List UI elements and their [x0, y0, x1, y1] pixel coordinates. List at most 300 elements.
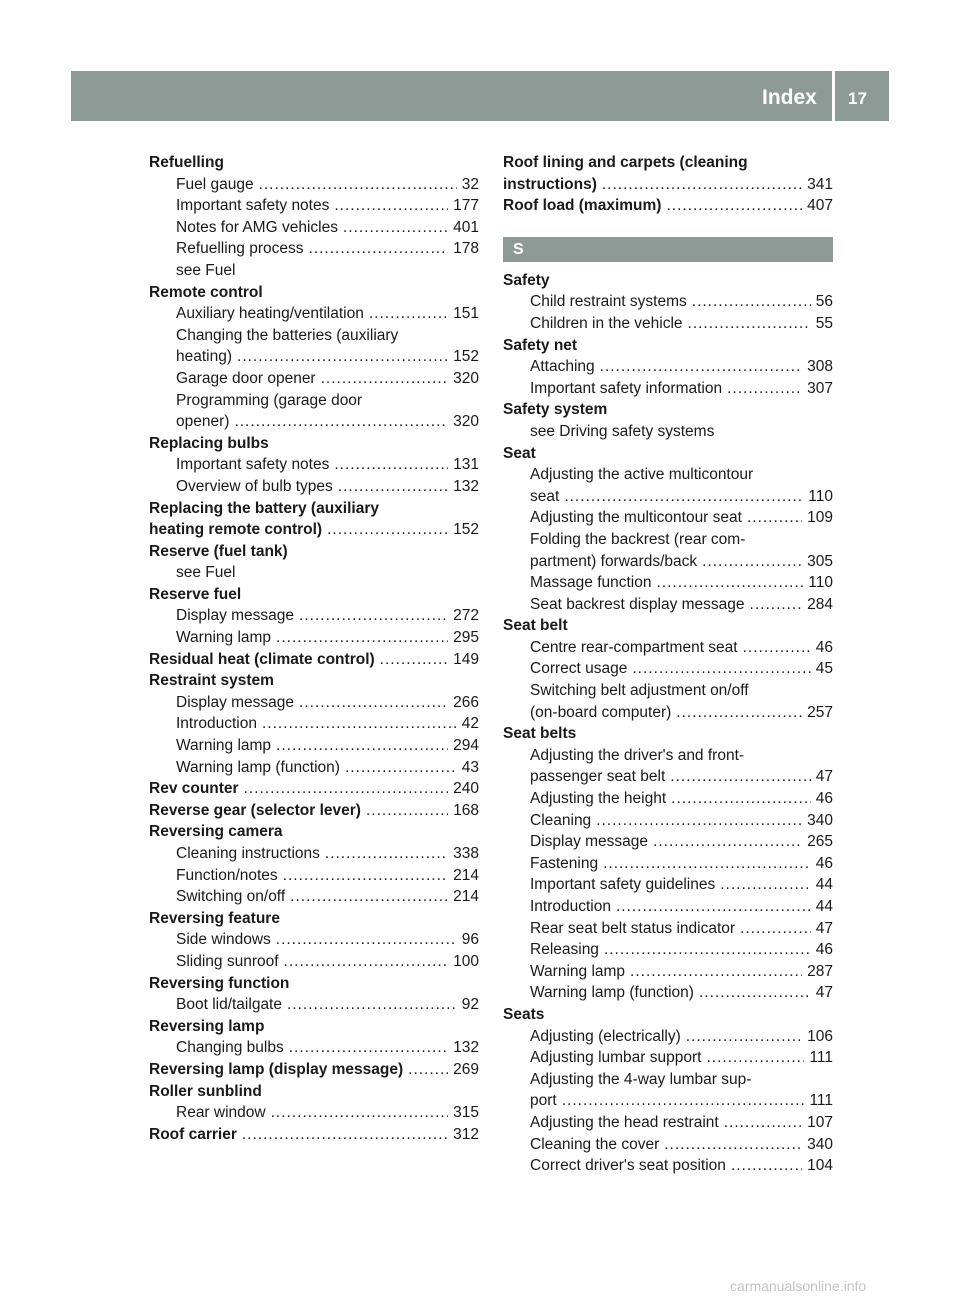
- dot-leader: [283, 865, 448, 887]
- entry-heading: Replacing the battery (auxiliary: [149, 499, 379, 517]
- dot-leader: [366, 800, 448, 822]
- dot-leader: [562, 1090, 805, 1112]
- dot-leader: [699, 982, 811, 1004]
- page-ref: 307: [807, 379, 833, 397]
- dot-leader: [271, 1102, 449, 1124]
- index-entry: [503, 443, 833, 616]
- index-entry: [149, 1124, 479, 1146]
- index-entry: [503, 1004, 833, 1177]
- index-entry: [149, 498, 479, 520]
- sub-entry-label: Releasing: [530, 941, 599, 959]
- watermark: carmanualsonline.info: [730, 1278, 867, 1294]
- dot-leader: [338, 476, 448, 498]
- page-ref: 131: [453, 456, 479, 474]
- sub-entry[interactable]: [149, 303, 479, 325]
- sub-entry[interactable]: [149, 757, 479, 779]
- dot-leader: [600, 356, 802, 378]
- dot-leader: [287, 994, 457, 1016]
- page-ref: 56: [815, 293, 833, 311]
- sub-entry[interactable]: [149, 627, 479, 649]
- sub-entry[interactable]: [149, 865, 479, 887]
- sub-entry[interactable]: [149, 476, 479, 498]
- entry-heading: Safety: [503, 271, 550, 289]
- entry-heading: Safety system: [503, 401, 608, 419]
- sub-entry[interactable]: [149, 238, 479, 260]
- entry-heading: Reserve (fuel tank): [149, 542, 288, 560]
- index-column-right: [503, 152, 833, 1177]
- entry-heading: Roof lining and carpets (cleaning: [503, 154, 748, 171]
- sub-entry[interactable]: [149, 346, 479, 368]
- page-ref: 100: [453, 952, 479, 970]
- page-ref: 151: [453, 305, 479, 323]
- index-entry: [503, 174, 833, 196]
- dot-leader: [369, 303, 448, 325]
- sub-entry[interactable]: [503, 766, 833, 788]
- entry-heading: Reverse gear (selector lever): [149, 801, 361, 819]
- page-ref: 178: [453, 240, 479, 258]
- entry-heading: Roof carrier: [149, 1125, 237, 1143]
- index-entry: [149, 1059, 479, 1081]
- sub-entry-label: Adjusting the multicontour seat: [530, 509, 742, 527]
- dot-leader: [290, 886, 448, 908]
- sub-entry-label: Important safety notes: [176, 197, 330, 215]
- sub-entry-label: Massage function: [530, 574, 652, 592]
- dot-leader: [244, 778, 449, 800]
- sub-entry-label: heating): [176, 348, 233, 366]
- page-ref: 46: [815, 790, 833, 808]
- sub-entry-label: Warning lamp: [530, 962, 626, 980]
- sub-entry-label: Important safety information: [530, 379, 723, 397]
- sub-entry-label: (on-board computer): [530, 703, 672, 721]
- dot-leader: [596, 810, 802, 832]
- dot-leader: [325, 843, 448, 865]
- page-ref: 107: [807, 1113, 833, 1131]
- sub-entry[interactable]: [149, 1102, 479, 1124]
- dot-leader: [276, 627, 448, 649]
- page-ref: 214: [453, 888, 479, 906]
- sub-entry[interactable]: [503, 961, 833, 983]
- index-entry-row[interactable]: [149, 1059, 479, 1081]
- index-entry: [503, 270, 833, 335]
- index-entry: [149, 152, 479, 282]
- index-entry-row[interactable]: [503, 174, 833, 196]
- sub-entry-text: Folding the backrest (rear com-: [530, 530, 746, 548]
- entry-heading: instructions): [503, 175, 597, 193]
- sub-entry-label: Fastening: [530, 854, 599, 872]
- page-ref: 44: [815, 898, 833, 915]
- index-entry-row[interactable]: [149, 778, 479, 800]
- sub-entry[interactable]: [503, 982, 833, 1004]
- sub-entry-label: Correct driver's seat position: [530, 1157, 726, 1175]
- dot-leader: [743, 637, 811, 659]
- sub-entry-label: Warning lamp: [176, 737, 272, 755]
- page-ref: 340: [807, 811, 833, 829]
- index-entry: [149, 908, 479, 973]
- sub-entry-label: Warning lamp (function): [530, 984, 694, 1002]
- entry-heading: Safety net: [503, 336, 578, 354]
- sub-entry[interactable]: [503, 507, 833, 529]
- index-column-left: [149, 152, 479, 1145]
- index-entry: [149, 541, 479, 584]
- sub-entry[interactable]: [503, 874, 833, 896]
- sub-entry-label: seat: [530, 487, 560, 505]
- page-ref: 295: [453, 629, 479, 647]
- page-ref: 269: [453, 1060, 479, 1078]
- page-ref: 46: [815, 854, 833, 872]
- page-ref: 47: [815, 984, 833, 1002]
- sub-entry[interactable]: [503, 356, 833, 378]
- sub-entry-label: Adjusting lumbar support: [530, 1049, 702, 1067]
- page-title: Index: [762, 86, 817, 109]
- page-ref: 266: [453, 693, 479, 711]
- dot-leader: [720, 874, 811, 896]
- sub-entry[interactable]: [503, 939, 833, 961]
- dot-leader: [731, 1155, 802, 1177]
- dot-leader: [706, 1047, 804, 1069]
- page-ref: 106: [807, 1027, 833, 1045]
- entry-heading: Reversing lamp (display message): [149, 1060, 404, 1078]
- header-divider: [832, 71, 835, 121]
- index-entry: [503, 399, 833, 442]
- page-ref: 240: [453, 780, 479, 798]
- entry-heading: Reversing function: [149, 974, 290, 992]
- dot-leader: [630, 961, 802, 983]
- page-ref: 55: [815, 314, 833, 332]
- page-ref: 92: [461, 996, 479, 1014]
- sub-entry-label: Rear window: [176, 1104, 266, 1122]
- sub-entry-label: Cleaning the cover: [530, 1135, 660, 1153]
- sub-entry[interactable]: [149, 195, 479, 217]
- dot-leader: [657, 572, 804, 594]
- sub-entry[interactable]: [149, 368, 479, 390]
- sub-entry-label: Display message: [176, 607, 295, 625]
- sub-entry[interactable]: [149, 951, 479, 973]
- sub-entry-label: Children in the vehicle: [530, 314, 683, 332]
- index-entry: [149, 778, 479, 800]
- dot-leader: [276, 929, 457, 951]
- index-entry: [149, 670, 479, 778]
- page-ref: 177: [453, 197, 479, 215]
- page-ref: 47: [815, 768, 833, 786]
- sub-entry[interactable]: [503, 1047, 833, 1069]
- dot-leader: [343, 217, 448, 239]
- page-ref: 320: [453, 369, 479, 387]
- index-entry: [503, 335, 833, 400]
- entry-heading: Seat belt: [503, 617, 568, 635]
- entry-heading: Roller sunblind: [149, 1082, 262, 1100]
- sub-entry-label: Attaching: [530, 358, 595, 376]
- sub-entry[interactable]: [149, 994, 479, 1016]
- sub-entry[interactable]: [149, 217, 479, 239]
- sub-entry-label: Notes for AMG vehicles: [176, 218, 338, 236]
- index-entry-row[interactable]: [503, 195, 833, 217]
- dot-leader: [604, 939, 811, 961]
- dot-leader: [237, 346, 448, 368]
- index-entry-row[interactable]: [149, 519, 479, 541]
- entry-heading: Seats: [503, 1005, 545, 1023]
- page-ref: 44: [815, 876, 833, 894]
- dot-leader: [564, 486, 803, 508]
- entry-heading: Residual heat (climate control): [149, 650, 375, 668]
- sub-entry-text: see Driving safety systems: [530, 422, 715, 440]
- index-entry: [503, 152, 833, 174]
- index-entry: [149, 800, 479, 822]
- dot-leader: [242, 1124, 448, 1146]
- page-ref: 46: [815, 941, 833, 959]
- sub-entry[interactable]: [149, 929, 479, 951]
- sub-entry[interactable]: [149, 713, 479, 735]
- index-entry: [149, 973, 479, 1016]
- page-ref: 305: [807, 552, 833, 570]
- sub-entry-label: Display message: [176, 693, 295, 711]
- sub-entry[interactable]: [503, 594, 833, 616]
- sub-entry-label: Cleaning instructions: [176, 845, 320, 862]
- sub-entry[interactable]: [503, 918, 833, 940]
- sub-entry[interactable]: [503, 702, 833, 724]
- sub-entry-label: Rear seat belt status indicator: [530, 919, 736, 937]
- index-entry: [149, 433, 479, 498]
- index-entry: [149, 821, 479, 907]
- dot-leader: [602, 174, 802, 196]
- sub-entry-label: partment) forwards/back: [530, 552, 698, 570]
- entry-heading: heating remote control): [149, 521, 323, 539]
- sub-entry-text: Programming (garage door: [176, 391, 363, 409]
- sub-entry-label: Warning lamp (function): [176, 758, 340, 776]
- page-number: 17: [848, 89, 867, 108]
- index-entry: [149, 519, 479, 541]
- page-ref: 315: [453, 1104, 479, 1122]
- entry-heading: Rev counter: [149, 780, 239, 798]
- index-entry-row[interactable]: [149, 800, 479, 822]
- entry-heading: Roof load (maximum): [503, 197, 662, 215]
- sub-entry[interactable]: [503, 1026, 833, 1048]
- dot-leader: [747, 507, 802, 529]
- entry-heading: Reversing feature: [149, 909, 280, 927]
- sub-entry-text: see Fuel: [176, 564, 236, 582]
- sub-entry-label: Adjusting the head restraint: [530, 1113, 719, 1131]
- sub-entry[interactable]: [149, 886, 479, 908]
- sub-entry-label: Sliding sunroof: [176, 952, 279, 970]
- sub-entry-label: Introduction: [530, 898, 611, 915]
- sub-entry-label: Adjusting the height: [530, 790, 667, 808]
- sub-entry-label: Refuelling process: [176, 240, 304, 258]
- sub-entry-text: Changing the batteries (auxiliary: [176, 326, 399, 344]
- dot-leader: [299, 605, 448, 627]
- sub-entry[interactable]: [503, 788, 833, 810]
- page-ref: 104: [807, 1157, 833, 1175]
- sub-entry-label: Cleaning: [530, 811, 592, 829]
- sub-entry[interactable]: [503, 658, 833, 680]
- entry-heading: Replacing bulbs: [149, 434, 269, 452]
- sub-entry[interactable]: [149, 1037, 479, 1059]
- page-ref: 294: [453, 737, 479, 755]
- dot-leader: [309, 238, 449, 260]
- sub-entry[interactable]: [503, 810, 833, 832]
- page-ref: 47: [815, 919, 833, 937]
- sub-entry[interactable]: [503, 1134, 833, 1156]
- sub-entry[interactable]: [503, 896, 833, 918]
- sub-entry[interactable]: [503, 486, 833, 508]
- dot-leader: [702, 551, 802, 573]
- page-ref: 96: [461, 931, 479, 949]
- page-ref: 45: [815, 660, 833, 678]
- index-entry: [503, 723, 833, 1004]
- section-letter-bar: S: [503, 237, 833, 262]
- entry-heading: Reversing camera: [149, 823, 283, 841]
- page-ref: 257: [807, 703, 833, 721]
- dot-leader: [616, 896, 811, 918]
- page-ref: 111: [809, 1049, 833, 1067]
- page-ref: 149: [453, 650, 479, 668]
- sub-entry[interactable]: [503, 291, 833, 313]
- sub-entry-label: Important safety notes: [176, 456, 330, 474]
- page-ref: 168: [453, 801, 479, 819]
- dot-leader: [724, 1112, 802, 1134]
- page-ref: 43: [461, 758, 479, 776]
- sub-entry[interactable]: [503, 378, 833, 400]
- dot-leader: [321, 368, 449, 390]
- sub-entry-text: Adjusting the driver's and front-: [530, 746, 745, 764]
- dot-leader: [692, 291, 811, 313]
- dot-leader: [380, 649, 448, 671]
- sub-entry-label: Boot lid/tailgate: [176, 996, 282, 1014]
- sub-entry[interactable]: [149, 411, 479, 433]
- sub-entry-text: Adjusting the active multicontour: [530, 466, 754, 484]
- sub-entry[interactable]: [503, 572, 833, 594]
- dot-leader: [284, 951, 449, 973]
- dot-leader: [276, 735, 448, 757]
- index-entry: [149, 1081, 479, 1124]
- sub-entry-label: Function/notes: [176, 866, 278, 884]
- page-ref: 308: [807, 358, 833, 376]
- page-ref: 338: [453, 845, 479, 862]
- page-ref: 340: [807, 1135, 833, 1153]
- dot-leader: [688, 313, 811, 335]
- page-ref: 109: [807, 509, 833, 527]
- page-ref: 152: [453, 348, 479, 366]
- page-ref: 214: [453, 866, 479, 884]
- dot-leader: [740, 918, 811, 940]
- page-ref: 46: [815, 638, 833, 656]
- dot-leader: [750, 594, 803, 616]
- sub-entry-label: Auxiliary heating/ventilation: [176, 305, 364, 323]
- sub-entry[interactable]: [503, 1090, 833, 1112]
- dot-leader: [262, 713, 457, 735]
- dot-leader: [653, 831, 802, 853]
- entry-heading: Reversing lamp: [149, 1017, 265, 1035]
- index-entry: [503, 615, 833, 723]
- page-ref: 110: [808, 574, 833, 592]
- sub-entry[interactable]: [149, 843, 479, 865]
- page-ref: 284: [807, 595, 833, 613]
- page-ref: 111: [809, 1092, 833, 1110]
- dot-leader: [666, 195, 802, 217]
- index-entry: [149, 282, 479, 433]
- index-entry-row[interactable]: [149, 1124, 479, 1146]
- dot-leader: [408, 1059, 448, 1081]
- sub-entry[interactable]: [503, 1155, 833, 1177]
- index-entry: [149, 1016, 479, 1059]
- page-ref: 42: [461, 715, 479, 733]
- dot-leader: [671, 788, 811, 810]
- sub-entry[interactable]: [149, 174, 479, 196]
- sub-entry-label: Overview of bulb types: [176, 477, 333, 495]
- sub-entry[interactable]: [503, 831, 833, 853]
- dot-leader: [334, 195, 448, 217]
- sub-entry-label: passenger seat belt: [530, 768, 666, 786]
- sub-entry-text: Adjusting the 4-way lumbar sup-: [530, 1070, 752, 1088]
- page-ref: 401: [453, 218, 479, 236]
- entry-heading: Reserve fuel: [149, 585, 242, 603]
- sub-entry-label: Switching on/off: [176, 888, 286, 906]
- sub-entry[interactable]: [149, 735, 479, 757]
- sub-entry-label: Adjusting (electrically): [530, 1027, 681, 1045]
- entry-heading: Restraint system: [149, 672, 274, 690]
- dot-leader: [686, 1026, 802, 1048]
- sub-entry[interactable]: [149, 692, 479, 714]
- dot-leader: [632, 658, 810, 680]
- sub-entry-label: Changing bulbs: [176, 1039, 284, 1057]
- sub-entry-label: Side windows: [176, 931, 271, 949]
- sub-entry-label: Child restraint systems: [530, 293, 687, 311]
- sub-entry-label: Display message: [530, 833, 649, 851]
- sub-entry-label: opener): [176, 413, 230, 431]
- entry-heading: Refuelling: [149, 154, 224, 171]
- sub-entry-label: Important safety guidelines: [530, 876, 716, 894]
- dot-leader: [664, 1134, 802, 1156]
- page-ref: 341: [807, 175, 833, 193]
- index-entry-row[interactable]: [149, 649, 479, 671]
- dot-leader: [676, 702, 802, 724]
- page-ref: 132: [453, 1039, 479, 1057]
- entry-heading: Seat: [503, 444, 536, 462]
- sub-entry[interactable]: [503, 853, 833, 875]
- sub-entry[interactable]: [149, 605, 479, 627]
- page-ref: 265: [807, 833, 833, 851]
- page-ref: 287: [807, 962, 833, 980]
- dot-leader: [327, 519, 448, 541]
- sub-entry[interactable]: [149, 454, 479, 476]
- sub-entry-label: Warning lamp: [176, 629, 272, 647]
- dot-leader: [259, 174, 457, 196]
- dot-leader: [670, 766, 810, 788]
- index-entry: [503, 195, 833, 217]
- page-ref: 32: [461, 175, 479, 193]
- page-ref: 110: [808, 487, 833, 505]
- sub-entry-label: Introduction: [176, 715, 257, 733]
- sub-entry[interactable]: [503, 313, 833, 335]
- dot-leader: [603, 853, 811, 875]
- index-entry: [149, 649, 479, 671]
- sub-entry-label: Centre rear-compartment seat: [530, 638, 738, 656]
- dot-leader: [727, 378, 802, 400]
- dot-leader: [234, 411, 448, 433]
- sub-entry[interactable]: [503, 1112, 833, 1134]
- page-ref: 132: [453, 477, 479, 495]
- sub-entry[interactable]: [503, 637, 833, 659]
- entry-heading: Seat belts: [503, 725, 577, 743]
- page-ref: 152: [453, 521, 479, 539]
- sub-entry-text: Switching belt adjustment on/off: [530, 682, 749, 700]
- dot-leader: [334, 454, 448, 476]
- sub-entry[interactable]: [503, 551, 833, 573]
- sub-entry-text: see Fuel: [176, 261, 236, 279]
- page-ref: 320: [453, 413, 479, 431]
- dot-leader: [345, 757, 457, 779]
- dot-leader: [289, 1037, 448, 1059]
- dot-leader: [299, 692, 448, 714]
- page-ref: 272: [453, 607, 479, 625]
